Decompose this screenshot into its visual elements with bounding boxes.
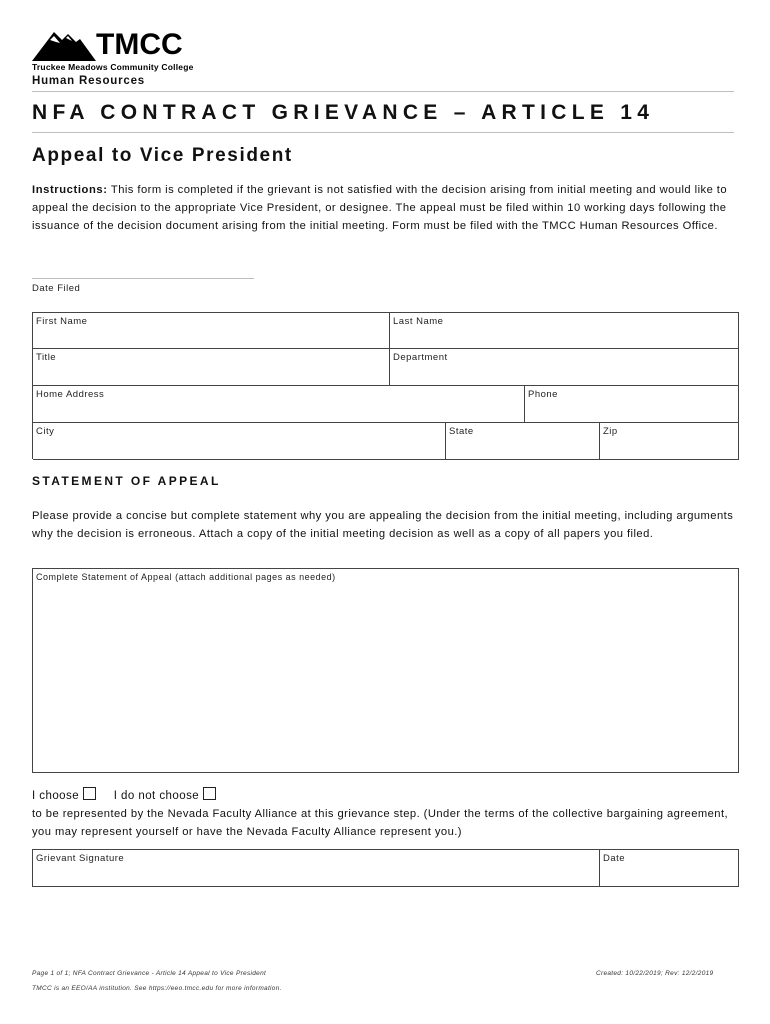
- choose-label: I choose: [32, 790, 80, 802]
- first-name-field[interactable]: [33, 313, 390, 349]
- department-label: Department: [393, 352, 448, 363]
- footer-revision: Created: 10/22/2019; Rev: 12/2/2019: [596, 970, 714, 977]
- footer-page-info: Page 1 of 1; NFA Contract Grievance - Article 14 Appeal to Vice President: [32, 970, 267, 977]
- signature-date-field[interactable]: [600, 850, 738, 886]
- logo-subtitle: Truckee Meadows Community College: [32, 62, 194, 72]
- last-name-field[interactable]: [390, 313, 739, 349]
- instructions-paragraph: [32, 181, 744, 235]
- signature-date-label: Date: [603, 853, 626, 864]
- personal-info-table: [32, 312, 739, 459]
- last-name-label: Last Name: [393, 316, 444, 327]
- instructions-text: This form is completed if the grievant is not satisfied with the decision arising from initial meeting and would like to appeal the decision to the appropriate Vice President, or designee. The appeal must be filed within 10 working days following the issuance of the decision document arising from the initial meeting. Form must be filed with the TMCC Human Resources Office.: [32, 184, 728, 232]
- phone-label: Phone: [528, 389, 558, 400]
- choose-checkbox[interactable]: [83, 787, 96, 800]
- date-filed-label: Date Filed: [32, 283, 81, 294]
- department-field[interactable]: [390, 349, 739, 386]
- not-choose-checkbox[interactable]: [203, 787, 216, 800]
- form-subtitle: Appeal to Vice President: [32, 145, 293, 166]
- representation-text: to be represented by the Nevada Faculty Alliance at this grievance step. (Under the terms of the collective bargaining agreement, you may represent yourself or have the Nevada Faculty Alliance represent you.): [32, 808, 729, 838]
- statement-heading: STATEMENT OF APPEAL: [32, 474, 221, 488]
- header-top-rule: [32, 91, 734, 92]
- title-label: Title: [36, 352, 57, 363]
- title-field[interactable]: [33, 349, 390, 386]
- state-field[interactable]: [446, 423, 600, 460]
- statement-box-label: Complete Statement of Appeal (attach additional pages as needed): [36, 572, 336, 582]
- state-label: State: [449, 426, 474, 437]
- home-address-label: Home Address: [36, 389, 105, 400]
- signature-table: [32, 849, 739, 887]
- mountain-logo-icon: [32, 28, 96, 62]
- form-title: NFA CONTRACT GRIEVANCE – ARTICLE 14: [32, 101, 655, 124]
- representation-choice-row: [32, 787, 744, 805]
- signature-label: Grievant Signature: [36, 853, 125, 864]
- not-choose-label: I do not choose: [113, 790, 200, 802]
- header-bottom-rule: [32, 132, 734, 133]
- zip-field[interactable]: [600, 423, 739, 460]
- grievant-signature-field[interactable]: [33, 850, 600, 886]
- zip-label: Zip: [603, 426, 618, 437]
- city-label: City: [36, 426, 55, 437]
- city-field[interactable]: [33, 423, 446, 460]
- instructions-label: Instructions:: [32, 184, 108, 196]
- date-filed-line[interactable]: [32, 278, 254, 279]
- footer-eeo-note: TMCC is an EEO/AA institution. See https://eeo.tmcc.edu for more information.: [32, 985, 282, 992]
- department-name: Human Resources: [32, 75, 145, 87]
- logo-wordmark: TMCC: [96, 28, 183, 61]
- home-address-field[interactable]: [33, 386, 525, 423]
- statement-textarea[interactable]: [32, 568, 739, 773]
- first-name-label: First Name: [36, 316, 88, 327]
- statement-instructions: Please provide a concise but complete statement why you are appealing the decision from the initial meeting, including arguments why the decision is erroneous. Attach a copy of the initial meeting decision as well as a copy of all papers you filed.: [32, 510, 734, 540]
- phone-field[interactable]: [525, 386, 739, 423]
